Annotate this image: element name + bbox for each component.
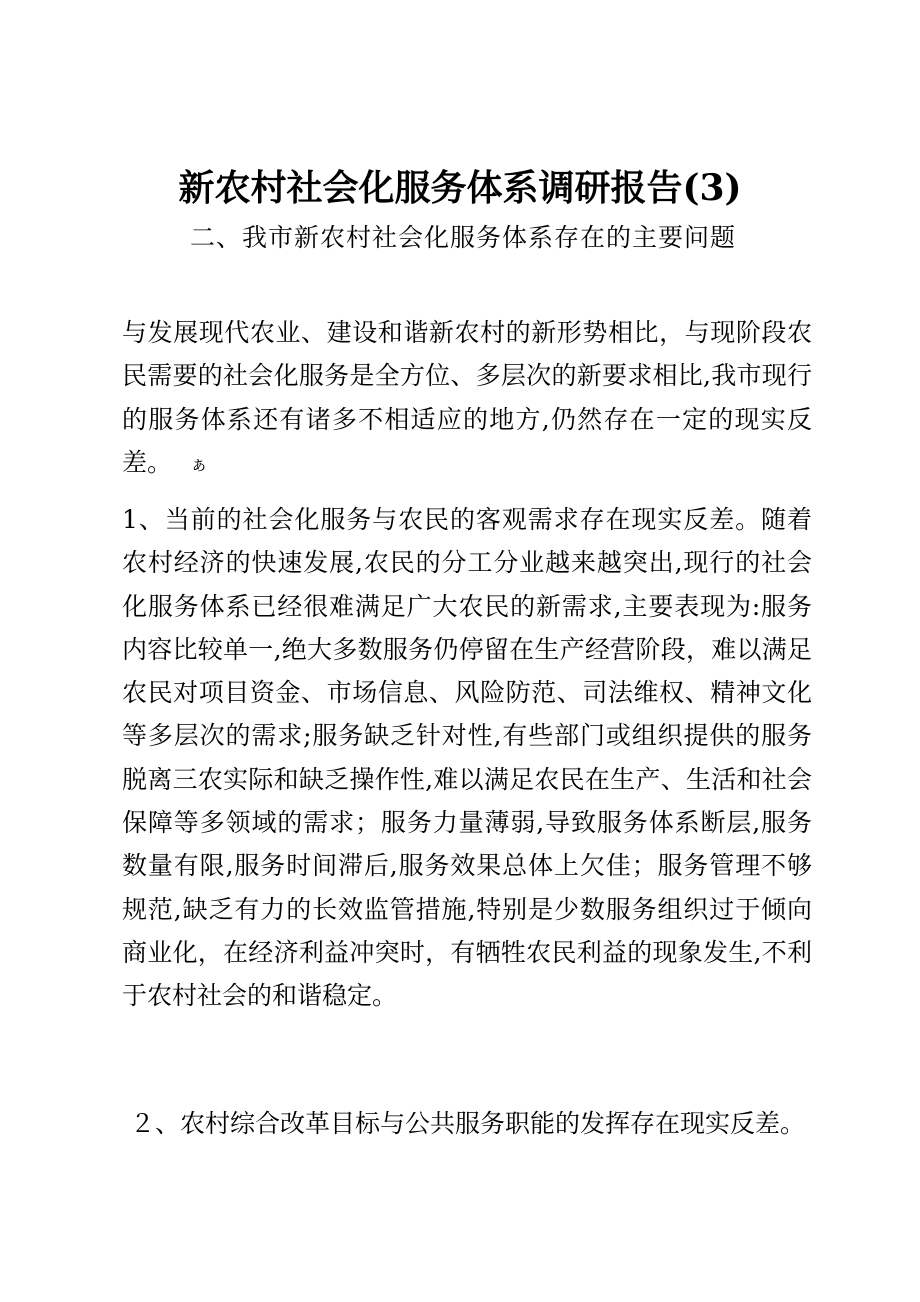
section-heading: 二、我市新农村社会化服务体系存在的主要问题 (190, 223, 737, 252)
paragraph-intro (122, 311, 812, 486)
paragraph-point-1: 1、当前的社会化服务与农民的客观需求存在现实反差。随着农村经济的快速发展,农民的分工分业越来越突出,现行的社会化服务体系已经很难满足广大农民的新需求,主要表现为:服务内容比较单一,绝大多数服务仍停留在生产经营阶段，难以满足农民对项目资金、市场信息、风险防范、司法维权、精神文化等多层次的需求;服务缺乏针对性,有些部门或组织提供的服务脱离三农实际和缺乏操作性,难以满足农民在生产、生活和社会保障等多领域的需求；服务力量薄弱,导致服务体系断层,服务数量有限,服务时间滞后,服务效果总体上欠佳；服务管理不够规范,缺乏有力的长效监管措施,特别是少数服务组织过于倾向商业化，在经济利益冲突时，有牺牲农民利益的现象发生,不利于农村社会的和谐稳定。 (122, 505, 812, 1011)
paragraph-mark-icon: ぁ (190, 453, 209, 475)
paragraph-intro-text: 与发展现代农业、建设和谐新农村的新形势相比，与现阶段农民需要的社会化服务是全方位、多层次的新要求相比,我市现行的服务体系还有诸多不相适应的地方,仍然存在一定的现实反差。 (122, 318, 812, 477)
paragraph-point-2: ２、农村综合改革目标与公共服务职能的发挥存在现实反差。 (130, 1109, 806, 1138)
document-title: 新农村社会化服务体系调研报告(3) (178, 167, 742, 209)
